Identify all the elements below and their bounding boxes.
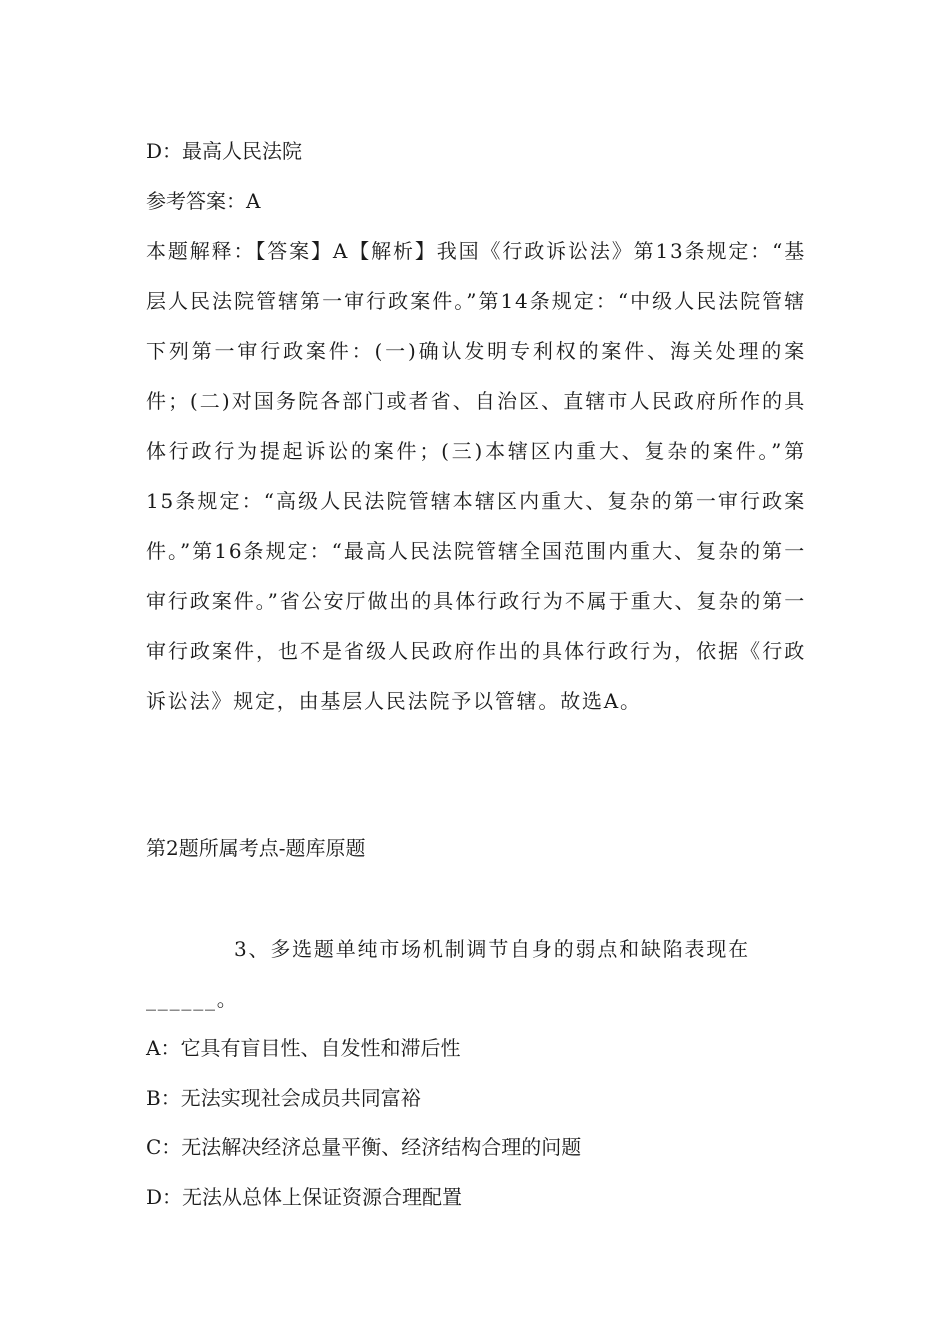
option-c: C：无法解决经济总量平衡、经济结构合理的问题 <box>146 1135 582 1159</box>
option-d-prev: D：最高人民法院 <box>146 139 303 163</box>
option-d: D：无法从总体上保证资源合理配置 <box>146 1185 463 1209</box>
reference-answer: 参考答案：A <box>146 189 261 213</box>
option-b: B：无法实现社会成员共同富裕 <box>146 1086 421 1110</box>
question-stem: 3、多选题单纯市场机制调节自身的弱点和缺陷表现在______。 <box>146 937 750 1011</box>
option-a: A：它具有盲目性、自发性和滞后性 <box>146 1036 461 1060</box>
answer-explanation: 本题解释：【答案】A【解析】我国《行政诉讼法》第13条规定：“基层人民法院管辖第一审行政案件。”第14条规定：“中级人民法院管辖下列第一审行政案件：(一)确认发明专利权的案件、海关处理的案件；(二)对国务院各部门或者省、自治区、直辖市人民政府所作的具体行政行为提起诉讼的案件；(三)本辖区内重大、复杂的案件。”第15条规定：“高级人民法院管辖本辖区内重大、复杂的第一审行政案件。”第16条规定：“最高人民法院管辖全国范围内重大、复杂的第一审行政案件。”省公安厅做出的具体行政行为不属于重大、复杂的第一审行政案件，也不是省级人民政府作出的具体行政行为，依据《行政诉讼法》规定，由基层人民法院予以管辖。故选A。 <box>146 239 806 713</box>
section-note: 第2题所属考点-题库原题 <box>146 836 366 860</box>
